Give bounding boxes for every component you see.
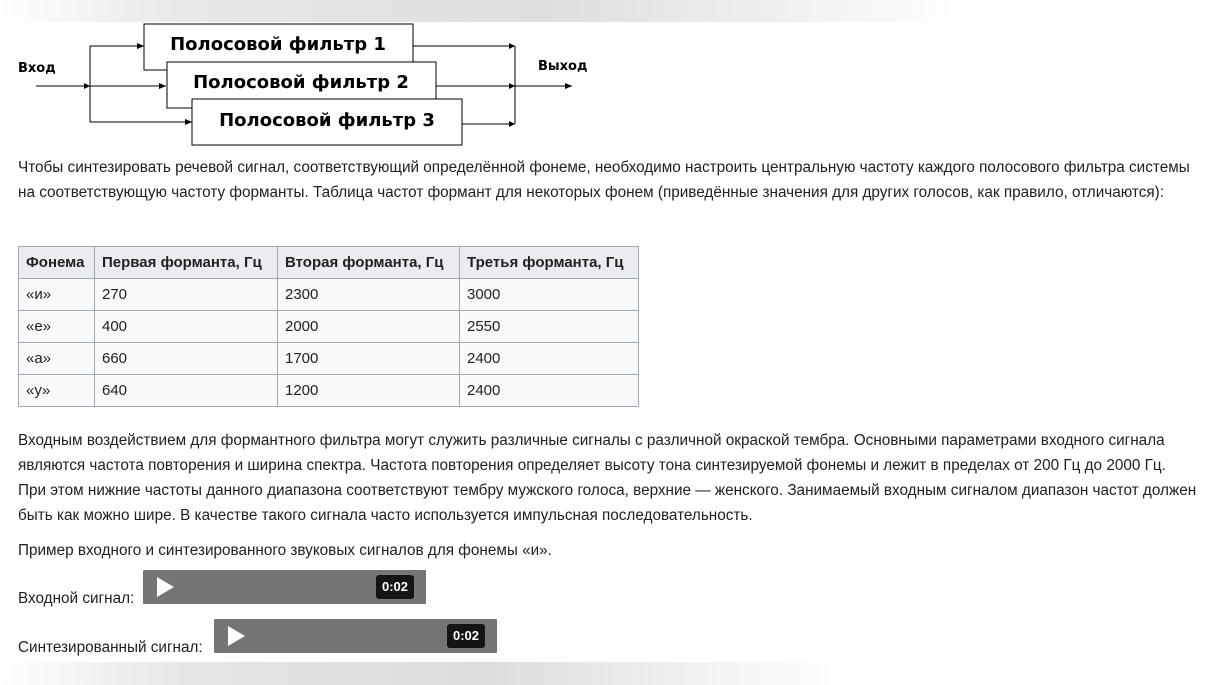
cell-formant-3: 2400 — [460, 375, 639, 407]
cell-phoneme: «и» — [19, 279, 95, 311]
synth-signal-player[interactable] — [214, 619, 497, 653]
cell-phoneme: «е» — [19, 311, 95, 343]
cell-formant-3: 3000 — [460, 279, 639, 311]
example-paragraph: Пример входного и синтезированного звуковых сигналов для фонемы «и». — [18, 542, 552, 559]
play-icon[interactable] — [157, 577, 174, 597]
input-label: Вход — [18, 61, 56, 76]
cell-formant-2: 1200 — [278, 375, 460, 407]
cell-formant-1: 640 — [95, 375, 278, 407]
intro-paragraph: Чтобы синтезировать речевой сигнал, соответствующий определённой фонеме, необходимо настроить центральную частоту каждого полосового фильтра системы на соответствующую частоту форманты. Таблица частот формант для некоторых фонем (приведённые значения для других голосов, как правило, отличаются): — [18, 159, 1190, 201]
cell-formant-1: 270 — [95, 279, 278, 311]
filter-box-3 — [192, 99, 462, 145]
input-signal-player[interactable] — [143, 570, 426, 604]
cell-phoneme: «у» — [19, 375, 95, 407]
synth-signal-label: Синтезированный сигнал: — [18, 639, 203, 656]
filter-label-3: Полосовой фильтр 3 — [219, 110, 435, 131]
cell-formant-1: 400 — [95, 311, 278, 343]
table-row — [19, 311, 639, 343]
bottom-fade — [0, 662, 1210, 685]
header-formant-1: Первая форманта, Гц — [95, 247, 278, 279]
filter-label-2: Полосовой фильтр 2 — [193, 72, 409, 93]
table-header-row — [19, 247, 639, 279]
table-row — [19, 343, 639, 375]
play-icon[interactable] — [228, 626, 245, 646]
filter-label-1: Полосовой фильтр 1 — [170, 34, 386, 55]
duration-badge: 0:02 — [376, 575, 414, 599]
cell-formant-2: 2300 — [278, 279, 460, 311]
filter-bank-diagram — [0, 0, 620, 150]
body-paragraph: Входным воздействием для формантного фильтра могут служить различные сигналы с различной окраской тембра. Основными параметрами входного сигнала являются частота повторения и ширина спектра. Частота повторения определяет высоту тона синтезируемой фонемы и лежит в пределах от 200 Гц до 2000 Гц. При этом нижние частоты данного диапазона соответствуют тембру мужского голоса, верхние — женского. Занимаемый входным сигналом диапазон частот должен быть как можно шире. В качестве такого сигнала часто используется импульсная последовательность. — [18, 432, 1197, 524]
cell-phoneme: «а» — [19, 343, 95, 375]
duration-badge: 0:02 — [447, 624, 485, 648]
cell-formant-2: 2000 — [278, 311, 460, 343]
cell-formant-3: 2400 — [460, 343, 639, 375]
output-label: Выход — [538, 59, 588, 74]
formant-table — [18, 246, 639, 407]
table-row — [19, 375, 639, 407]
cell-formant-3: 2550 — [460, 311, 639, 343]
cell-formant-2: 1700 — [278, 343, 460, 375]
table-row — [19, 279, 639, 311]
header-formant-3: Третья форманта, Гц — [460, 247, 639, 279]
input-signal-label: Входной сигнал: — [18, 590, 135, 607]
header-phoneme: Фонема — [19, 247, 95, 279]
header-formant-2: Вторая форманта, Гц — [278, 247, 460, 279]
cell-formant-1: 660 — [95, 343, 278, 375]
